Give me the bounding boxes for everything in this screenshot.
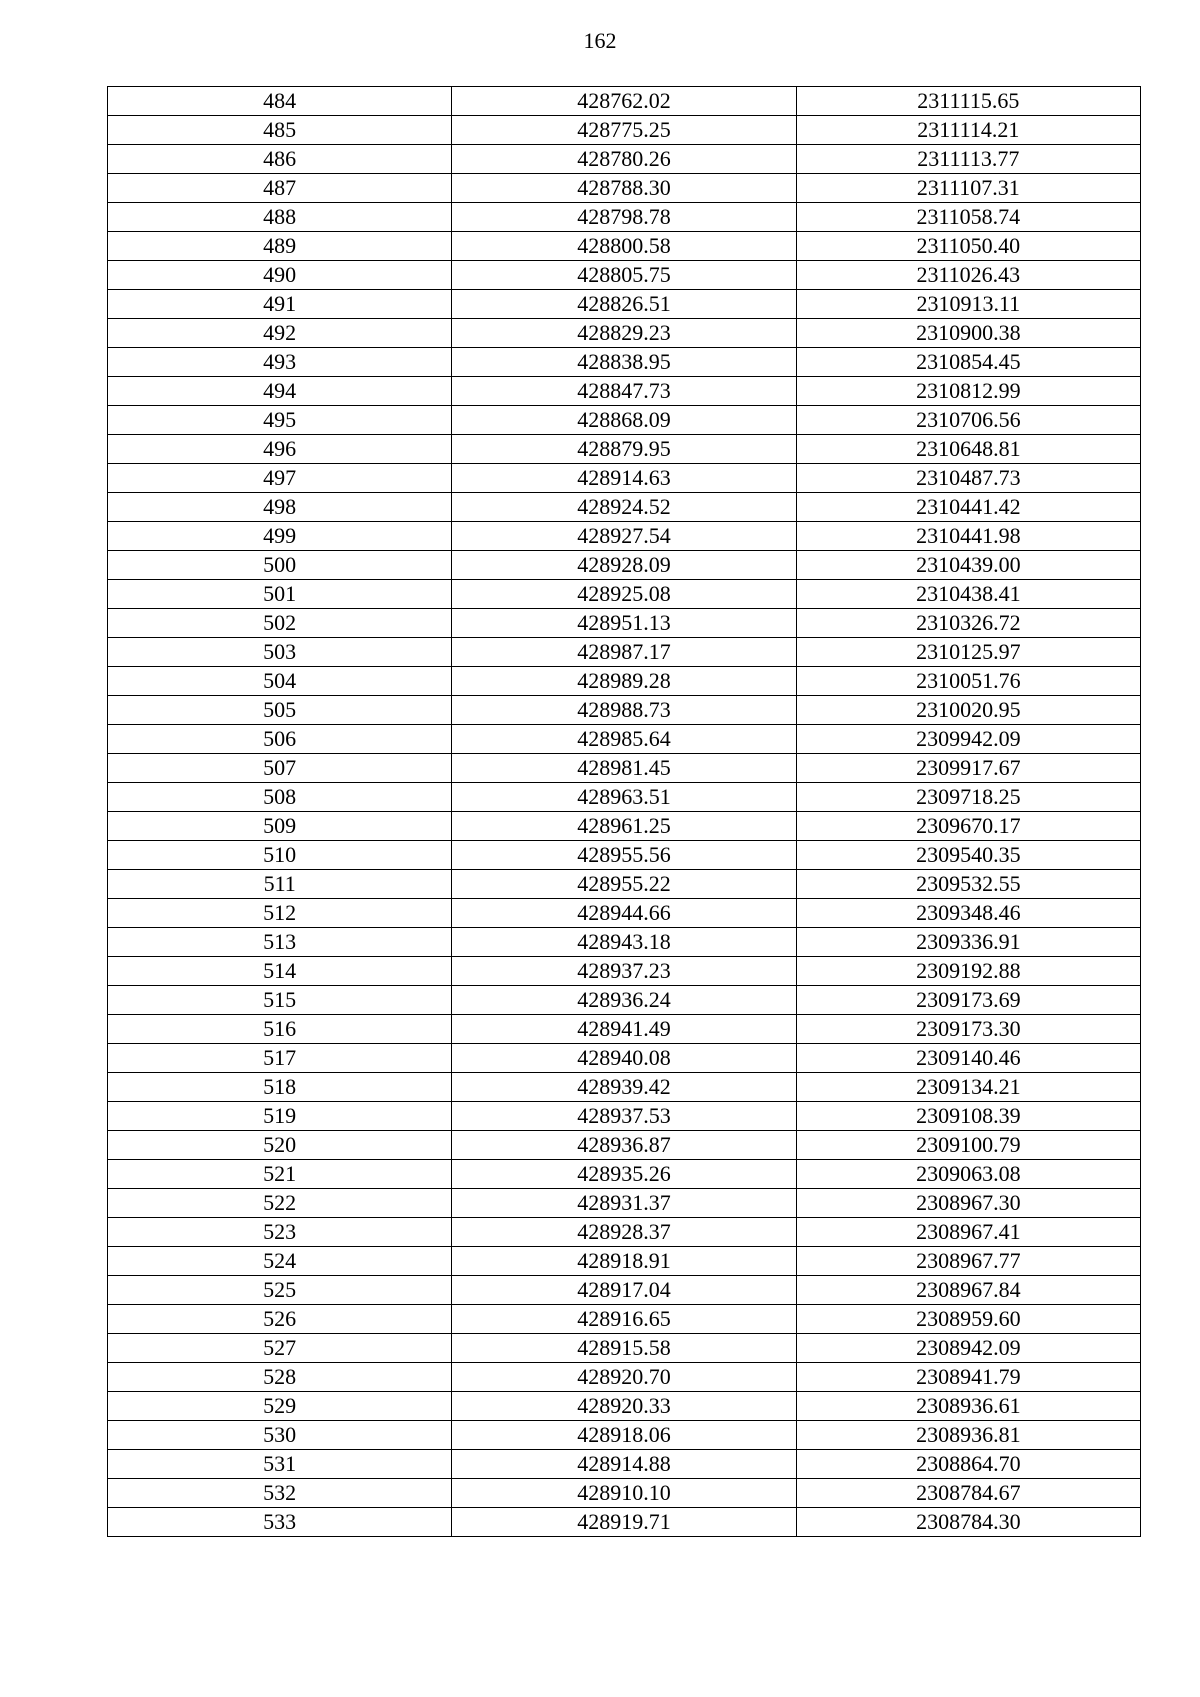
y-coordinate-cell: 2309942.09 <box>796 725 1140 754</box>
table-row <box>108 1421 1141 1450</box>
y-coordinate-cell: 2311050.40 <box>796 232 1140 261</box>
y-coordinate-cell: 2308784.67 <box>796 1479 1140 1508</box>
table-row <box>108 1334 1141 1363</box>
table-row <box>108 174 1141 203</box>
y-coordinate-cell: 2311058.74 <box>796 203 1140 232</box>
table-row <box>108 783 1141 812</box>
table-row <box>108 232 1141 261</box>
y-coordinate-cell: 2311107.31 <box>796 174 1140 203</box>
table-row <box>108 377 1141 406</box>
x-coordinate-cell: 428944.66 <box>452 899 796 928</box>
y-coordinate-cell: 2309173.30 <box>796 1015 1140 1044</box>
point-number-cell: 530 <box>108 1421 452 1450</box>
x-coordinate-cell: 428879.95 <box>452 435 796 464</box>
y-coordinate-cell: 2308967.41 <box>796 1218 1140 1247</box>
table-row <box>108 725 1141 754</box>
table-row <box>108 116 1141 145</box>
x-coordinate-cell: 428919.71 <box>452 1508 796 1537</box>
y-coordinate-cell: 2309917.67 <box>796 754 1140 783</box>
y-coordinate-cell: 2308967.77 <box>796 1247 1140 1276</box>
y-coordinate-cell: 2309173.69 <box>796 986 1140 1015</box>
table-row <box>108 899 1141 928</box>
y-coordinate-cell: 2309540.35 <box>796 841 1140 870</box>
point-number-cell: 519 <box>108 1102 452 1131</box>
point-number-cell: 517 <box>108 1044 452 1073</box>
table-row <box>108 812 1141 841</box>
y-coordinate-cell: 2308959.60 <box>796 1305 1140 1334</box>
y-coordinate-cell: 2310441.98 <box>796 522 1140 551</box>
point-number-cell: 528 <box>108 1363 452 1392</box>
x-coordinate-cell: 428918.06 <box>452 1421 796 1450</box>
x-coordinate-cell: 428910.10 <box>452 1479 796 1508</box>
point-number-cell: 486 <box>108 145 452 174</box>
x-coordinate-cell: 428780.26 <box>452 145 796 174</box>
table-row <box>108 493 1141 522</box>
y-coordinate-cell: 2310441.42 <box>796 493 1140 522</box>
point-number-cell: 509 <box>108 812 452 841</box>
x-coordinate-cell: 428847.73 <box>452 377 796 406</box>
y-coordinate-cell: 2309336.91 <box>796 928 1140 957</box>
point-number-cell: 494 <box>108 377 452 406</box>
point-number-cell: 485 <box>108 116 452 145</box>
point-number-cell: 504 <box>108 667 452 696</box>
point-number-cell: 489 <box>108 232 452 261</box>
y-coordinate-cell: 2309063.08 <box>796 1160 1140 1189</box>
table-row <box>108 435 1141 464</box>
table-row <box>108 696 1141 725</box>
point-number-cell: 523 <box>108 1218 452 1247</box>
point-number-cell: 498 <box>108 493 452 522</box>
table-row <box>108 348 1141 377</box>
x-coordinate-cell: 428989.28 <box>452 667 796 696</box>
x-coordinate-cell: 428920.33 <box>452 1392 796 1421</box>
table-row <box>108 870 1141 899</box>
table-row <box>108 986 1141 1015</box>
x-coordinate-cell: 428941.49 <box>452 1015 796 1044</box>
point-number-cell: 525 <box>108 1276 452 1305</box>
table-row <box>108 957 1141 986</box>
x-coordinate-cell: 428924.52 <box>452 493 796 522</box>
y-coordinate-cell: 2309108.39 <box>796 1102 1140 1131</box>
table-row <box>108 1160 1141 1189</box>
x-coordinate-cell: 428916.65 <box>452 1305 796 1334</box>
table-row <box>108 1073 1141 1102</box>
table-row <box>108 1276 1141 1305</box>
y-coordinate-cell: 2309134.21 <box>796 1073 1140 1102</box>
x-coordinate-cell: 428985.64 <box>452 725 796 754</box>
x-coordinate-cell: 428937.53 <box>452 1102 796 1131</box>
x-coordinate-cell: 428915.58 <box>452 1334 796 1363</box>
y-coordinate-cell: 2308784.30 <box>796 1508 1140 1537</box>
point-number-cell: 531 <box>108 1450 452 1479</box>
point-number-cell: 495 <box>108 406 452 435</box>
table-row <box>108 551 1141 580</box>
x-coordinate-cell: 428920.70 <box>452 1363 796 1392</box>
x-coordinate-cell: 428762.02 <box>452 87 796 116</box>
y-coordinate-cell: 2310439.00 <box>796 551 1140 580</box>
y-coordinate-cell: 2310326.72 <box>796 609 1140 638</box>
x-coordinate-cell: 428987.17 <box>452 638 796 667</box>
table-row <box>108 1508 1141 1537</box>
point-number-cell: 490 <box>108 261 452 290</box>
x-coordinate-cell: 428928.37 <box>452 1218 796 1247</box>
point-number-cell: 484 <box>108 87 452 116</box>
point-number-cell: 493 <box>108 348 452 377</box>
y-coordinate-cell: 2310487.73 <box>796 464 1140 493</box>
x-coordinate-cell: 428940.08 <box>452 1044 796 1073</box>
x-coordinate-cell: 428943.18 <box>452 928 796 957</box>
x-coordinate-cell: 428914.88 <box>452 1450 796 1479</box>
point-number-cell: 524 <box>108 1247 452 1276</box>
table-row <box>108 522 1141 551</box>
point-number-cell: 488 <box>108 203 452 232</box>
table-row <box>108 1044 1141 1073</box>
point-number-cell: 516 <box>108 1015 452 1044</box>
x-coordinate-cell: 428963.51 <box>452 783 796 812</box>
x-coordinate-cell: 428928.09 <box>452 551 796 580</box>
x-coordinate-cell: 428931.37 <box>452 1189 796 1218</box>
y-coordinate-cell: 2311115.65 <box>796 87 1140 116</box>
point-number-cell: 514 <box>108 957 452 986</box>
x-coordinate-cell: 428788.30 <box>452 174 796 203</box>
y-coordinate-cell: 2310854.45 <box>796 348 1140 377</box>
x-coordinate-cell: 428937.23 <box>452 957 796 986</box>
point-number-cell: 496 <box>108 435 452 464</box>
table-row <box>108 1102 1141 1131</box>
table-row <box>108 1305 1141 1334</box>
y-coordinate-cell: 2309192.88 <box>796 957 1140 986</box>
point-number-cell: 533 <box>108 1508 452 1537</box>
x-coordinate-cell: 428868.09 <box>452 406 796 435</box>
page-number: 162 <box>583 28 617 53</box>
table-row <box>108 290 1141 319</box>
point-number-cell: 520 <box>108 1131 452 1160</box>
y-coordinate-cell: 2308967.84 <box>796 1276 1140 1305</box>
y-coordinate-cell: 2310648.81 <box>796 435 1140 464</box>
point-number-cell: 506 <box>108 725 452 754</box>
table-row <box>108 406 1141 435</box>
y-coordinate-cell: 2309348.46 <box>796 899 1140 928</box>
point-number-cell: 503 <box>108 638 452 667</box>
point-number-cell: 499 <box>108 522 452 551</box>
point-number-cell: 515 <box>108 986 452 1015</box>
y-coordinate-cell: 2308942.09 <box>796 1334 1140 1363</box>
point-number-cell: 512 <box>108 899 452 928</box>
x-coordinate-cell: 428829.23 <box>452 319 796 348</box>
table-row <box>108 1479 1141 1508</box>
y-coordinate-cell: 2308936.61 <box>796 1392 1140 1421</box>
x-coordinate-cell: 428918.91 <box>452 1247 796 1276</box>
y-coordinate-cell: 2311114.21 <box>796 116 1140 145</box>
table-row <box>108 667 1141 696</box>
point-number-cell: 507 <box>108 754 452 783</box>
x-coordinate-cell: 428981.45 <box>452 754 796 783</box>
x-coordinate-cell: 428925.08 <box>452 580 796 609</box>
y-coordinate-cell: 2309140.46 <box>796 1044 1140 1073</box>
x-coordinate-cell: 428798.78 <box>452 203 796 232</box>
x-coordinate-cell: 428988.73 <box>452 696 796 725</box>
point-number-cell: 511 <box>108 870 452 899</box>
point-number-cell: 532 <box>108 1479 452 1508</box>
x-coordinate-cell: 428955.56 <box>452 841 796 870</box>
x-coordinate-cell: 428927.54 <box>452 522 796 551</box>
x-coordinate-cell: 428936.24 <box>452 986 796 1015</box>
point-number-cell: 527 <box>108 1334 452 1363</box>
x-coordinate-cell: 428914.63 <box>452 464 796 493</box>
y-coordinate-cell: 2310020.95 <box>796 696 1140 725</box>
table-row <box>108 319 1141 348</box>
y-coordinate-cell: 2309532.55 <box>796 870 1140 899</box>
point-number-cell: 518 <box>108 1073 452 1102</box>
table-row <box>108 203 1141 232</box>
point-number-cell: 500 <box>108 551 452 580</box>
table-row <box>108 1363 1141 1392</box>
point-number-cell: 521 <box>108 1160 452 1189</box>
point-number-cell: 492 <box>108 319 452 348</box>
table-row <box>108 1015 1141 1044</box>
x-coordinate-cell: 428805.75 <box>452 261 796 290</box>
y-coordinate-cell: 2310900.38 <box>796 319 1140 348</box>
x-coordinate-cell: 428917.04 <box>452 1276 796 1305</box>
table-row <box>108 464 1141 493</box>
point-number-cell: 526 <box>108 1305 452 1334</box>
table-row <box>108 145 1141 174</box>
x-coordinate-cell: 428961.25 <box>452 812 796 841</box>
table-row <box>108 609 1141 638</box>
point-number-cell: 513 <box>108 928 452 957</box>
table-row <box>108 1131 1141 1160</box>
table-row <box>108 1450 1141 1479</box>
y-coordinate-cell: 2310051.76 <box>796 667 1140 696</box>
coordinates-table <box>107 86 1141 1537</box>
y-coordinate-cell: 2308967.30 <box>796 1189 1140 1218</box>
point-number-cell: 501 <box>108 580 452 609</box>
y-coordinate-cell: 2310706.56 <box>796 406 1140 435</box>
y-coordinate-cell: 2308936.81 <box>796 1421 1140 1450</box>
point-number-cell: 502 <box>108 609 452 638</box>
x-coordinate-cell: 428800.58 <box>452 232 796 261</box>
x-coordinate-cell: 428939.42 <box>452 1073 796 1102</box>
point-number-cell: 529 <box>108 1392 452 1421</box>
y-coordinate-cell: 2311113.77 <box>796 145 1140 174</box>
point-number-cell: 487 <box>108 174 452 203</box>
table-row <box>108 1218 1141 1247</box>
point-number-cell: 510 <box>108 841 452 870</box>
table-row <box>108 1189 1141 1218</box>
y-coordinate-cell: 2310812.99 <box>796 377 1140 406</box>
y-coordinate-cell: 2308941.79 <box>796 1363 1140 1392</box>
y-coordinate-cell: 2309670.17 <box>796 812 1140 841</box>
coordinates-table-body <box>108 87 1141 1537</box>
point-number-cell: 505 <box>108 696 452 725</box>
table-row <box>108 638 1141 667</box>
y-coordinate-cell: 2310438.41 <box>796 580 1140 609</box>
table-row <box>108 841 1141 870</box>
y-coordinate-cell: 2310125.97 <box>796 638 1140 667</box>
point-number-cell: 508 <box>108 783 452 812</box>
point-number-cell: 491 <box>108 290 452 319</box>
table-row <box>108 754 1141 783</box>
y-coordinate-cell: 2309718.25 <box>796 783 1140 812</box>
x-coordinate-cell: 428955.22 <box>452 870 796 899</box>
y-coordinate-cell: 2310913.11 <box>796 290 1140 319</box>
y-coordinate-cell: 2311026.43 <box>796 261 1140 290</box>
table-row <box>108 580 1141 609</box>
y-coordinate-cell: 2308864.70 <box>796 1450 1140 1479</box>
table-row <box>108 1247 1141 1276</box>
x-coordinate-cell: 428838.95 <box>452 348 796 377</box>
point-number-cell: 497 <box>108 464 452 493</box>
x-coordinate-cell: 428935.26 <box>452 1160 796 1189</box>
table-row <box>108 261 1141 290</box>
table-row <box>108 87 1141 116</box>
table-row <box>108 1392 1141 1421</box>
x-coordinate-cell: 428951.13 <box>452 609 796 638</box>
x-coordinate-cell: 428826.51 <box>452 290 796 319</box>
point-number-cell: 522 <box>108 1189 452 1218</box>
y-coordinate-cell: 2309100.79 <box>796 1131 1140 1160</box>
x-coordinate-cell: 428936.87 <box>452 1131 796 1160</box>
table-row <box>108 928 1141 957</box>
x-coordinate-cell: 428775.25 <box>452 116 796 145</box>
